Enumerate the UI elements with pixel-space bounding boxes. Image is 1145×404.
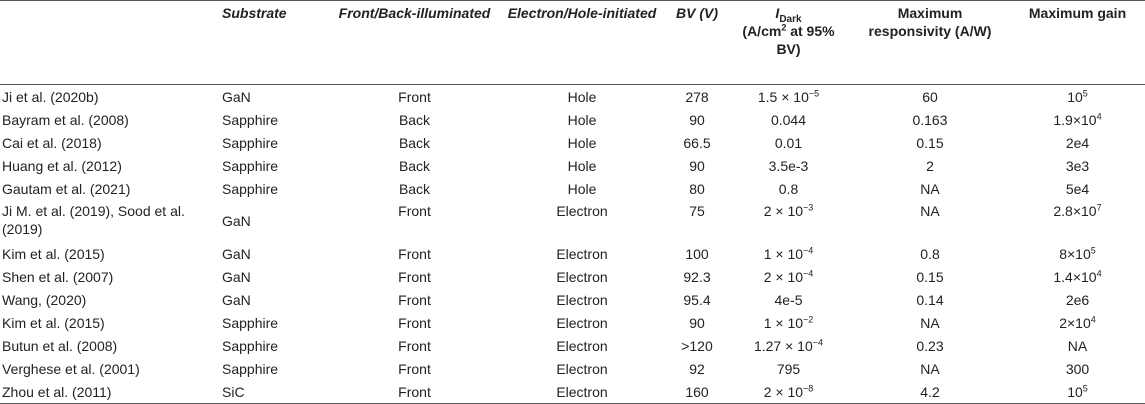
- cell-gain-value: 10: [1067, 88, 1083, 105]
- cell-reference: [0, 108, 210, 131]
- cell-initiation-value: Hole: [567, 134, 597, 151]
- cell-bv: [667, 108, 727, 131]
- header-illumination: Front/Back-illuminated: [332, 1, 497, 85]
- cell-responsivity-value: 0.163: [912, 111, 948, 128]
- cell-responsivity: [850, 242, 1010, 265]
- cell-initiation: [497, 265, 667, 288]
- table-body: [0, 85, 1145, 404]
- table-row: [0, 265, 1145, 288]
- cell-gain-value: 1.9×10: [1053, 111, 1097, 128]
- cell-reference: [0, 357, 210, 380]
- cell-reference-value: Cai et al. (2018): [2, 134, 102, 151]
- cell-reference: [0, 200, 210, 242]
- cell-responsivity-value: 0.14: [916, 291, 944, 308]
- cell-responsivity-value: 0.15: [916, 134, 944, 151]
- cell-responsivity: [850, 265, 1010, 288]
- cell-idark: [727, 288, 850, 311]
- cell-gain: [1010, 154, 1145, 177]
- cell-gain-exponent: 5: [1082, 382, 1088, 393]
- cell-initiation-value: Electron: [556, 245, 608, 262]
- cell-gain: [1010, 108, 1145, 131]
- cell-idark-exponent: −4: [803, 244, 814, 255]
- cell-initiation: [497, 380, 667, 404]
- cell-substrate: [210, 242, 332, 265]
- cell-responsivity: [850, 154, 1010, 177]
- cell-initiation: [497, 131, 667, 154]
- cell-responsivity-value: NA: [920, 360, 940, 377]
- cell-responsivity-value: 4.2: [920, 383, 940, 400]
- cell-initiation: [497, 311, 667, 334]
- cell-reference: [0, 288, 210, 311]
- cell-bv-value: 90: [689, 111, 705, 128]
- cell-illumination-value: Front: [398, 314, 431, 331]
- cell-initiation: [497, 357, 667, 380]
- cell-gain: [1010, 357, 1145, 380]
- cell-gain: [1010, 288, 1145, 311]
- cell-illumination: [332, 242, 497, 265]
- cell-bv-value: 160: [685, 383, 709, 400]
- cell-idark-value: 1 × 10: [763, 314, 804, 331]
- cell-substrate: [210, 154, 332, 177]
- cell-idark: [727, 177, 850, 200]
- cell-gain-value: 300: [1065, 360, 1090, 377]
- cell-idark: [727, 334, 850, 357]
- table-row: [0, 85, 1145, 109]
- cell-idark: [727, 311, 850, 334]
- cell-substrate-value: Sapphire: [222, 360, 279, 377]
- header-idark-symbol: I: [775, 5, 780, 21]
- cell-bv-value: 92: [689, 360, 705, 377]
- cell-bv-value: 95.4: [683, 291, 711, 308]
- cell-reference-value: Butun et al. (2008): [2, 337, 118, 354]
- table-row: [0, 242, 1145, 265]
- cell-reference: [0, 334, 210, 357]
- cell-gain-exponent: 5: [1090, 244, 1096, 255]
- cell-gain-value: NA: [1067, 337, 1088, 354]
- cell-initiation-value: Hole: [567, 88, 597, 105]
- cell-reference-value: Ji M. et al. (2019), Sood et al. (2019): [2, 203, 185, 237]
- cell-initiation: [497, 288, 667, 311]
- table-row: [0, 108, 1145, 131]
- table-row: [0, 311, 1145, 334]
- cell-gain-exponent: 7: [1096, 202, 1102, 213]
- cell-illumination: [332, 288, 497, 311]
- cell-bv: [667, 288, 727, 311]
- cell-idark: [727, 380, 850, 404]
- cell-bv-value: 90: [689, 157, 705, 174]
- header-substrate: Substrate: [210, 1, 332, 85]
- cell-idark-value: 1.27 × 10: [753, 337, 813, 354]
- cell-reference-value: Verghese et al. (2001): [2, 360, 140, 377]
- cell-substrate-value: Sapphire: [222, 157, 279, 174]
- cell-bv-value: 75: [689, 203, 705, 219]
- header-idark: [727, 1, 850, 85]
- cell-gain: [1010, 265, 1145, 288]
- cell-gain: [1010, 85, 1145, 109]
- cell-initiation: [497, 242, 667, 265]
- cell-responsivity-value: NA: [920, 314, 940, 331]
- cell-reference-value: Shen et al. (2007): [2, 268, 114, 285]
- cell-substrate-value: GaN: [222, 291, 251, 308]
- cell-illumination-value: Front: [398, 291, 431, 308]
- table-row: [0, 200, 1145, 242]
- cell-illumination: [332, 357, 497, 380]
- cell-initiation-value: Electron: [556, 203, 608, 219]
- cell-idark: [727, 242, 850, 265]
- cell-substrate-value: Sapphire: [222, 134, 279, 151]
- cell-substrate-value: GaN: [222, 88, 251, 105]
- cell-illumination-value: Front: [398, 268, 431, 285]
- header-responsivity: Maximum responsivity (A/W): [850, 1, 1010, 85]
- cell-idark-value: 2 × 10: [763, 203, 804, 219]
- cell-initiation-value: Electron: [556, 314, 608, 331]
- cell-gain: [1010, 177, 1145, 200]
- cell-gain-value: 1.4×10: [1053, 268, 1097, 285]
- cell-idark-value: 0.8: [778, 180, 799, 197]
- cell-idark: [727, 131, 850, 154]
- cell-illumination: [332, 108, 497, 131]
- cell-reference-value: Kim et al. (2015): [2, 245, 105, 262]
- cell-gain-exponent: 4: [1096, 110, 1102, 121]
- cell-substrate-value: Sapphire: [222, 111, 279, 128]
- cell-idark-exponent: −8: [803, 382, 814, 393]
- cell-reference-value: Gautam et al. (2021): [2, 180, 131, 197]
- header-gain: Maximum gain: [1010, 1, 1145, 85]
- cell-responsivity: [850, 108, 1010, 131]
- cell-gain-value: 10: [1067, 383, 1083, 400]
- cell-illumination: [332, 177, 497, 200]
- cell-substrate: [210, 131, 332, 154]
- cell-idark-value: 3.5e-3: [768, 157, 809, 174]
- cell-initiation-value: Electron: [556, 383, 608, 400]
- cell-initiation-value: Hole: [567, 111, 597, 128]
- header-reference: [0, 1, 210, 85]
- cell-substrate-value: Sapphire: [222, 314, 279, 331]
- cell-substrate-value: GaN: [222, 213, 251, 229]
- cell-initiation: [497, 85, 667, 109]
- cell-responsivity: [850, 85, 1010, 109]
- cell-illumination-value: Front: [398, 245, 431, 262]
- cell-bv-value: 66.5: [683, 134, 711, 151]
- cell-gain-value: 2.8×10: [1053, 203, 1097, 219]
- cell-illumination-value: Front: [398, 337, 431, 354]
- cell-gain-exponent: 5: [1082, 87, 1088, 98]
- cell-responsivity-value: 60: [922, 88, 938, 105]
- cell-responsivity: [850, 311, 1010, 334]
- cell-idark-value: 1.5 × 10: [757, 88, 809, 105]
- cell-bv: [667, 334, 727, 357]
- cell-bv: [667, 200, 727, 242]
- cell-responsivity: [850, 177, 1010, 200]
- cell-bv-value: 100: [685, 245, 709, 262]
- cell-gain-value: 2e4: [1065, 134, 1090, 151]
- cell-substrate-value: SiC: [222, 383, 245, 400]
- table-row: [0, 334, 1145, 357]
- cell-bv: [667, 154, 727, 177]
- cell-reference-value: Huang et al. (2012): [2, 157, 122, 174]
- cell-idark: [727, 200, 850, 242]
- cell-substrate-value: Sapphire: [222, 180, 279, 197]
- cell-reference: [0, 85, 210, 109]
- header-idark-sub: Dark: [779, 13, 802, 25]
- cell-idark-value: 2 × 10: [763, 268, 804, 285]
- cell-idark: [727, 265, 850, 288]
- cell-illumination-value: Back: [398, 180, 431, 197]
- cell-gain: [1010, 200, 1145, 242]
- cell-idark-exponent: −5: [808, 87, 820, 98]
- cell-illumination: [332, 334, 497, 357]
- cell-illumination-value: Back: [398, 111, 431, 128]
- cell-substrate: [210, 85, 332, 109]
- cell-gain-value: 8×10: [1059, 245, 1091, 262]
- cell-illumination: [332, 154, 497, 177]
- cell-substrate: [210, 265, 332, 288]
- cell-gain-value: 2×10: [1059, 314, 1091, 331]
- cell-gain: [1010, 311, 1145, 334]
- cell-idark-value: 1 × 10: [763, 245, 804, 262]
- cell-idark-value: 0.01: [774, 134, 803, 151]
- cell-idark-exponent: −3: [803, 202, 814, 213]
- cell-initiation-value: Electron: [556, 337, 608, 354]
- cell-illumination: [332, 85, 497, 109]
- cell-responsivity: [850, 357, 1010, 380]
- cell-idark-value: 4e-5: [774, 291, 803, 308]
- cell-substrate: [210, 357, 332, 380]
- cell-initiation-value: Hole: [567, 180, 597, 197]
- header-idark-units-post: at 95% BV): [776, 23, 835, 57]
- cell-initiation: [497, 334, 667, 357]
- cell-illumination: [332, 380, 497, 404]
- cell-bv-value: 80: [689, 180, 705, 197]
- cell-idark-exponent: −4: [803, 267, 814, 278]
- cell-initiation: [497, 200, 667, 242]
- cell-responsivity: [850, 380, 1010, 404]
- cell-idark-value: 0.044: [770, 111, 807, 128]
- cell-initiation: [497, 154, 667, 177]
- cell-reference-value: Bayram et al. (2008): [2, 111, 129, 128]
- cell-illumination: [332, 200, 497, 242]
- cell-reference: [0, 380, 210, 404]
- cell-reference-value: Zhou et al. (2011): [2, 383, 112, 400]
- cell-responsivity-value: 0.23: [916, 337, 944, 354]
- cell-responsivity-value: NA: [920, 180, 940, 197]
- cell-gain-value: 5e4: [1065, 180, 1090, 197]
- cell-illumination-value: Front: [398, 203, 431, 219]
- table-row: [0, 380, 1145, 404]
- cell-illumination-value: Front: [398, 383, 431, 400]
- cell-gain-value: 3e3: [1065, 157, 1090, 174]
- cell-initiation-value: Electron: [556, 360, 608, 377]
- cell-reference: [0, 311, 210, 334]
- cell-gain-exponent: 4: [1090, 313, 1096, 324]
- cell-idark: [727, 357, 850, 380]
- cell-substrate: [210, 311, 332, 334]
- cell-bv-value: 90: [689, 314, 705, 331]
- cell-substrate-value: GaN: [222, 268, 251, 285]
- cell-responsivity-value: 2: [926, 157, 934, 174]
- table-row: [0, 154, 1145, 177]
- cell-responsivity: [850, 334, 1010, 357]
- table-row: [0, 357, 1145, 380]
- header-idark-units-pre: (A/cm: [742, 23, 782, 39]
- header-initiation: Electron/Hole-initiated: [497, 1, 667, 85]
- cell-substrate: [210, 334, 332, 357]
- cell-substrate: [210, 177, 332, 200]
- cell-bv: [667, 311, 727, 334]
- cell-idark-value: 2 × 10: [763, 383, 804, 400]
- cell-substrate: [210, 200, 332, 242]
- cell-gain: [1010, 334, 1145, 357]
- cell-initiation: [497, 177, 667, 200]
- cell-illumination-value: Back: [398, 134, 431, 151]
- cell-reference-value: Kim et al. (2015): [2, 314, 105, 331]
- cell-bv: [667, 357, 727, 380]
- cell-substrate: [210, 108, 332, 131]
- cell-responsivity-value: NA: [920, 203, 940, 219]
- cell-bv: [667, 85, 727, 109]
- cell-illumination-value: Front: [398, 360, 431, 377]
- cell-reference: [0, 131, 210, 154]
- cell-gain-exponent: 4: [1096, 267, 1102, 278]
- cell-bv-value: 278: [685, 88, 709, 105]
- cell-initiation-value: Hole: [567, 157, 597, 174]
- header-bv: BV (V): [667, 1, 727, 85]
- cell-bv: [667, 131, 727, 154]
- cell-illumination-value: Back: [398, 157, 431, 174]
- cell-bv: [667, 177, 727, 200]
- cell-idark-exponent: −2: [803, 313, 814, 324]
- cell-illumination: [332, 131, 497, 154]
- cell-illumination: [332, 311, 497, 334]
- cell-responsivity-value: 0.15: [916, 268, 944, 285]
- cell-gain: [1010, 242, 1145, 265]
- table-row: [0, 177, 1145, 200]
- cell-initiation: [497, 108, 667, 131]
- cell-reference: [0, 154, 210, 177]
- table-row: [0, 288, 1145, 311]
- cell-bv-value: 92.3: [683, 268, 711, 285]
- cell-substrate-value: GaN: [222, 245, 251, 262]
- header-idark-units-sup: 2: [781, 22, 787, 33]
- cell-initiation-value: Electron: [556, 268, 608, 285]
- cell-responsivity: [850, 200, 1010, 242]
- cell-idark: [727, 154, 850, 177]
- cell-idark: [727, 108, 850, 131]
- cell-illumination-value: Front: [398, 88, 431, 105]
- cell-idark-exponent: −4: [812, 336, 824, 347]
- cell-reference: [0, 242, 210, 265]
- cell-idark: [727, 85, 850, 109]
- cell-bv: [667, 380, 727, 404]
- cell-reference: [0, 265, 210, 288]
- cell-reference: [0, 177, 210, 200]
- cell-responsivity-value: 0.8: [920, 245, 940, 262]
- cell-substrate: [210, 380, 332, 404]
- cell-gain: [1010, 380, 1145, 404]
- cell-gain-value: 2e6: [1065, 291, 1090, 308]
- cell-bv: [667, 265, 727, 288]
- cell-reference-value: Wang, (2020): [2, 291, 87, 308]
- cell-reference-value: Ji et al. (2020b): [2, 88, 99, 105]
- cell-responsivity: [850, 288, 1010, 311]
- cell-initiation-value: Electron: [556, 291, 608, 308]
- table-header: [0, 1, 1145, 85]
- cell-bv-value: >120: [681, 337, 713, 354]
- cell-substrate: [210, 288, 332, 311]
- cell-illumination: [332, 265, 497, 288]
- cell-bv: [667, 242, 727, 265]
- cell-idark-value: 795: [776, 360, 801, 377]
- cell-substrate-value: Sapphire: [222, 337, 279, 354]
- cell-gain: [1010, 131, 1145, 154]
- table-row: [0, 131, 1145, 154]
- cell-responsivity: [850, 131, 1010, 154]
